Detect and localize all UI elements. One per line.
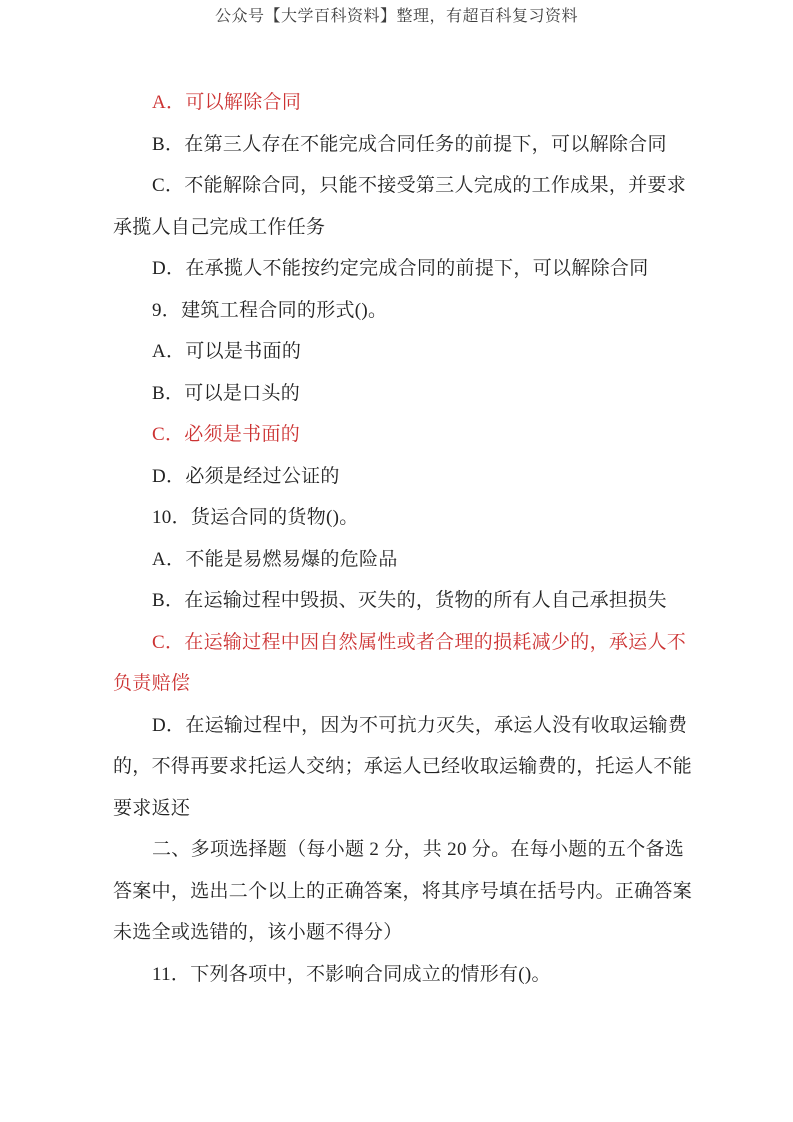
text-line: D．在运输过程中，因为不可抗力灭失，承运人没有收取运输费 — [152, 714, 688, 736]
text-line: 9．建筑工程合同的形式()。 — [152, 299, 388, 321]
text-line: 的，不得再要求托运人交纳；承运人已经收取运输费的，托运人不能 — [113, 756, 693, 777]
text-line: B．可以是口头的 — [152, 382, 301, 404]
text-line-highlighted-answer: C．在运输过程中因自然属性或者合理的损耗减少的，承运人不 — [152, 631, 687, 653]
text-line: C．不能解除合同，只能不接受第三人完成的工作成果，并要求 — [152, 175, 687, 196]
text-line: 11．下列各项中，不影响合同成立的情形有()。 — [152, 963, 551, 985]
text-line-highlighted-answer: 负责赔偿 — [113, 673, 191, 694]
text-line: A．不能是易燃易爆的危险品 — [152, 548, 398, 570]
text-line: 承揽人自己完成工作任务 — [113, 216, 326, 238]
text-line: B．在运输过程中毁损、灭失的，货物的所有人自己承担损失 — [152, 590, 667, 611]
text-line-highlighted-answer: C．必须是书面的 — [152, 424, 301, 445]
text-line: B．在第三人存在不能完成合同任务的前提下，可以解除合同 — [152, 133, 667, 155]
document-body — [113, 82, 703, 995]
text-line-highlighted-answer: A．可以解除合同 — [152, 92, 302, 113]
page-header-watermark: 公众号【大学百科资料】整理，有超百科复习资料 — [214, 8, 578, 25]
text-line: D．必须是经过公证的 — [152, 465, 340, 487]
text-line: A．可以是书面的 — [152, 341, 302, 362]
text-line: 二、多项选择题（每小题 2 分，共 20 分。在每小题的五个备选 — [152, 839, 685, 860]
text-line: 答案中，选出二个以上的正确答案，将其序号填在括号内。正确答案 — [113, 880, 693, 902]
text-line: 要求返还 — [113, 797, 191, 819]
text-line: 10．货运合同的货物()。 — [152, 507, 359, 528]
text-line: 未选全或选错的，该小题不得分） — [113, 922, 403, 943]
text-line: D．在承揽人不能按约定完成合同的前提下，可以解除合同 — [152, 258, 649, 279]
